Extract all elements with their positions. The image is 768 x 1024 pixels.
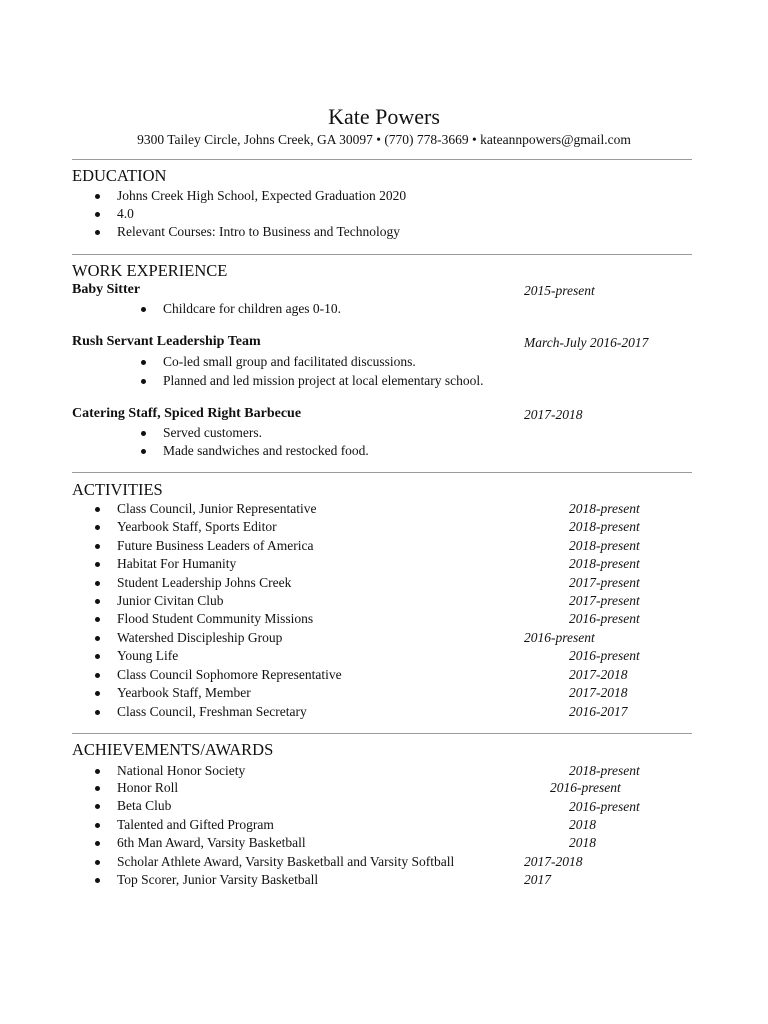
award-date: 2018 [569,835,596,850]
awards-heading: ACHIEVEMENTS/AWARDS [72,740,274,759]
bullet-icon [141,449,146,454]
bullet-icon [141,379,146,384]
job-title: Catering Staff, Spiced Right Barbecue [72,406,302,421]
bullet-icon [95,786,100,791]
divider [72,472,692,473]
award-date: 2018 [569,817,596,832]
divider [72,254,692,255]
job-date: 2015-present [524,283,595,298]
bullet-icon [95,230,100,235]
bullet-icon [95,581,100,586]
activity-label: Habitat For Humanity [117,556,237,571]
job-date: March-July 2016-2017 [524,335,649,350]
award-date: 2016-present [550,780,621,795]
activity-label: Class Council, Junior Representative [117,501,317,516]
bullet-icon [95,841,100,846]
job-bullet-text: Childcare for children ages 0-10. [163,301,342,316]
bullet-icon [95,194,100,199]
bullet-icon [141,431,146,436]
award-label: Beta Club [117,798,172,813]
activity-date: 2016-2017 [569,704,628,719]
bullet-icon [141,360,146,365]
education-item-text: 4.0 [117,206,134,221]
education-item-text: Johns Creek High School, Expected Graduation 2020 [117,188,407,203]
award-label: Scholar Athlete Award, Varsity Basketball and Varsity Softball [117,854,455,869]
activities-heading: ACTIVITIES [72,480,163,499]
bullet-icon [95,507,100,512]
activity-label: Watershed Discipleship Group [117,630,283,645]
bullet-icon [95,769,100,774]
job-bullet-text: Made sandwiches and restocked food. [163,443,369,458]
job-title: Baby Sitter [72,282,141,297]
bullet-icon [95,525,100,530]
activity-date: 2018-present [569,556,640,571]
job-title: Rush Servant Leadership Team [72,334,261,349]
bullet-icon [95,654,100,659]
education-heading: EDUCATION [72,166,167,185]
activity-date: 2017-2018 [569,667,628,682]
award-date: 2017 [524,872,551,887]
activity-date: 2017-2018 [569,685,628,700]
award-label: 6th Man Award, Varsity Basketball [117,835,306,850]
job-date: 2017-2018 [524,407,583,422]
bullet-icon [95,691,100,696]
bullet-icon [95,860,100,865]
education-item-text: Relevant Courses: Intro to Business and Technology [117,224,401,239]
activity-date: 2018-present [569,501,640,516]
resume-name: Kate Powers [328,104,440,129]
activity-label: Class Council, Freshman Secretary [117,704,307,719]
award-label: National Honor Society [117,763,246,778]
activity-date: 2018-present [569,538,640,553]
award-label: Talented and Gifted Program [117,817,274,832]
activity-date: 2018-present [569,519,640,534]
bullet-icon [95,617,100,622]
activity-date: 2016-present [569,611,640,626]
activity-date: 2017-present [569,575,640,590]
bullet-icon [95,710,100,715]
bullet-icon [95,212,100,217]
activity-label: Junior Civitan Club [117,593,224,608]
bullet-icon [141,307,146,312]
bullet-icon [95,636,100,641]
divider [72,733,692,734]
contact-line: 9300 Tailey Circle, Johns Creek, GA 30097 • (770) 778-3669 • kateannpowers@gmail.com [137,132,631,147]
divider [72,159,692,160]
award-date: 2017-2018 [524,854,583,869]
activity-label: Yearbook Staff, Sports Editor [117,519,277,534]
bullet-icon [95,599,100,604]
award-label: Top Scorer, Junior Varsity Basketball [117,872,319,887]
award-date: 2018-present [569,763,640,778]
activity-date: 2017-present [569,593,640,608]
work-heading: WORK EXPERIENCE [72,261,228,280]
award-label: Honor Roll [117,780,179,795]
bullet-icon [95,673,100,678]
activity-label: Flood Student Community Missions [117,611,314,626]
bullet-icon [95,878,100,883]
job-bullet-text: Co-led small group and facilitated discussions. [163,354,416,369]
activity-label: Student Leadership Johns Creek [117,575,292,590]
bullet-icon [95,562,100,567]
activity-label: Yearbook Staff, Member [117,685,251,700]
activity-date: 2016-present [569,648,640,663]
activity-label: Young Life [117,648,179,663]
activity-date: 2016-present [524,630,595,645]
bullet-icon [95,544,100,549]
job-bullet-text: Served customers. [163,425,262,440]
job-bullet-text: Planned and led mission project at local elementary school. [163,373,484,388]
activity-label: Future Business Leaders of America [117,538,314,553]
bullet-icon [95,804,100,809]
award-date: 2016-present [569,799,640,814]
bullet-icon [95,823,100,828]
activity-label: Class Council Sophomore Representative [117,667,342,682]
